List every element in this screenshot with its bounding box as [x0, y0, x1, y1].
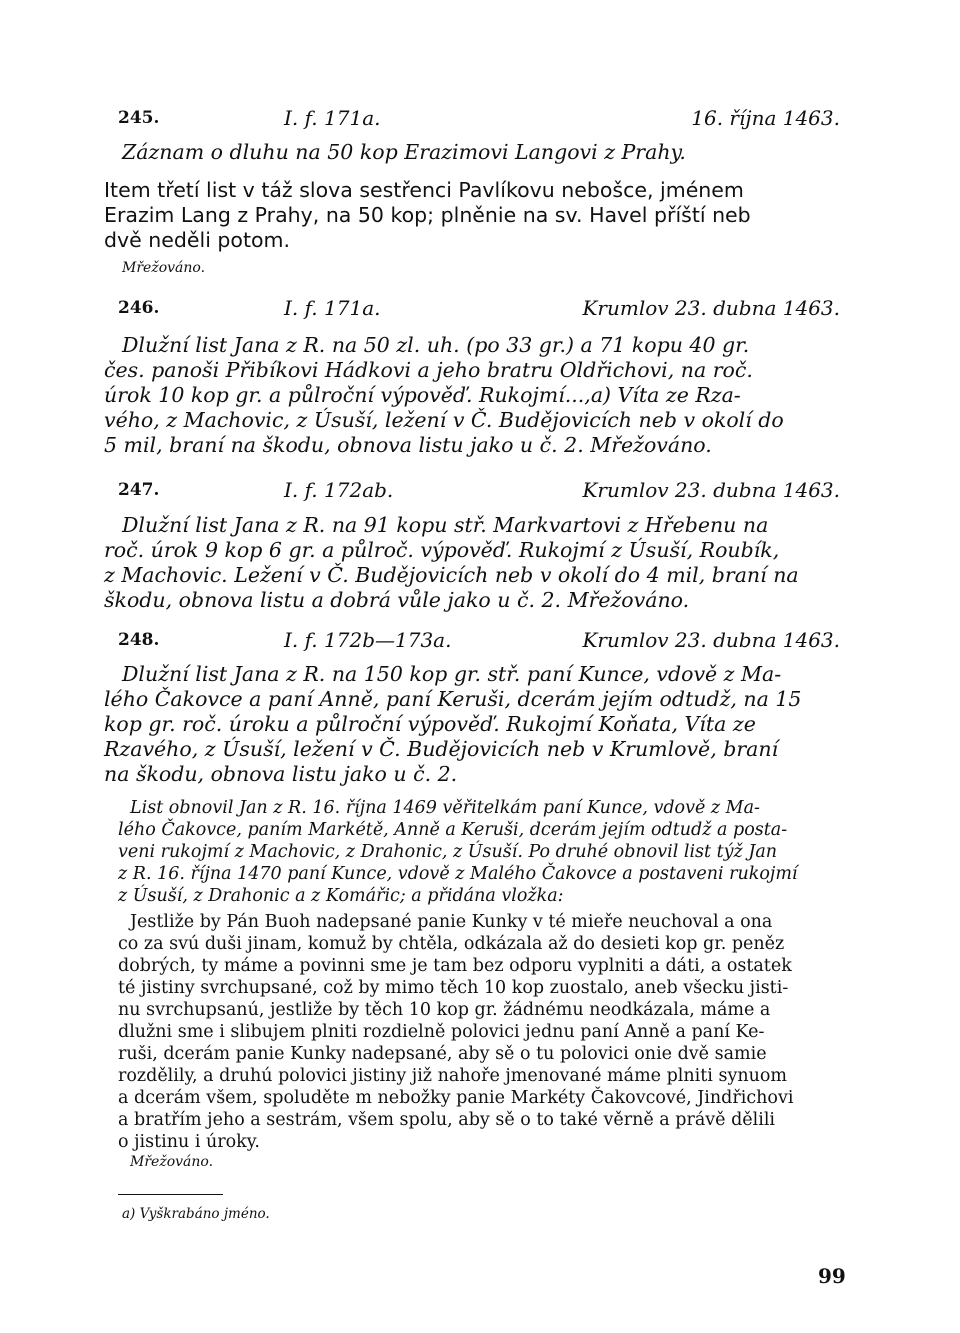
subnote-line: z R. 16. října 1470 paní Kunce, vdově z Malého Čakovce a postaveni rukojmí [118, 864, 798, 884]
insert-text-line: dobrých, ty máme a povinni sme je tam bez odporu vyplniti a dáti, a ostatek [118, 956, 792, 976]
page-number: 99 [818, 1264, 846, 1288]
insert-text-line: a bratřím jeho a sestrám, všem spolu, aby sě o to také věrně a právě dělili [118, 1110, 776, 1130]
entry-text-line: Item třetí list v táž slova sestřenci Pavlíkovu nebošce, jménem [104, 178, 744, 202]
subnote-line: z Úsuší, z Drahonic a z Komářic; a přidána vložka: [118, 886, 564, 906]
entry-text-line: Erazim Lang z Prahy, na 50 kop; plněnie na sv. Havel příští neb [104, 203, 751, 227]
entry-folio: I. f. 171a. [284, 296, 381, 320]
entry-summary-line: z Machovic. Ležení v Č. Budějovicích neb v okolí do 4 mil, braní na [104, 563, 799, 587]
entry-header [118, 628, 840, 654]
insert-text-line: o jistinu i úroky. [118, 1132, 260, 1152]
insert-text-line: dlužni sme i slibujem plniti rozdielně polovici jednu paní Anně a paní Ke- [118, 1022, 765, 1042]
insert-text-line: a dcerám všem, spoluděte m nebožky panie Markéty Čakovcové, Jindřichovi [118, 1088, 794, 1108]
entry-summary-line: škodu, obnova listu a dobrá vůle jako u č. 2. Mřežováno. [104, 588, 690, 612]
insert-text-line: ruši, dcerám panie Kunky nadepsané, aby sě o tu polovici onie dvě samie [118, 1044, 767, 1064]
entry-summary-line: vého, z Machovic, z Úsuší, ležení v Č. Budějovicích neb v okolí do [104, 408, 784, 432]
insert-text-line: Jestliže by Pán Buoh nadepsané panie Kunky v té mieře neuchoval a ona [130, 912, 773, 932]
insert-text-line: rozdělily, a druhú polovici jistiny již nahoře jmenované máme plniti synuom [118, 1066, 787, 1086]
insert-text-line: nu svrchupsanú, jestliže by těch 10 kop gr. žádnému neodkázala, máme a [118, 1000, 771, 1020]
subnote-line: List obnovil Jan z R. 16. října 1469 věřitelkám paní Kunce, vdově z Ma- [130, 798, 760, 818]
subnote-line: lého Čakovce, paním Markétě, Anně a Keruši, dcerám jejím odtudž a posta- [118, 820, 788, 840]
subnote-line: veni rukojmí z Machovic, z Drahonic, z Úsuší. Po druhé obnovil list týž Jan [118, 842, 778, 862]
entry-summary-line: na škodu, obnova listu jako u č. 2. [104, 762, 458, 786]
entry-note: Mřežováno. [130, 1154, 214, 1170]
insert-text-line: co za svú duši jinam, komuž by chtěla, odkázala až do desieti kop gr. peněz [118, 934, 785, 954]
entry-text-line: dvě neděli potom. [104, 228, 291, 252]
entry-summary-line: Rzavého, z Úsuší, ležení v Č. Budějovicích neb v Krumlově, braní [104, 737, 779, 761]
entry-number: 246. [118, 298, 160, 318]
entry-note: Mřežováno. [122, 260, 206, 276]
entry-header [118, 106, 840, 132]
footnote: a) Vyškrabáno jméno. [122, 1206, 270, 1222]
entry-date: 16. října 1463. [691, 106, 840, 130]
entry-date: Krumlov 23. dubna 1463. [582, 296, 840, 320]
entry-folio: I. f. 172b—173a. [284, 628, 452, 652]
insert-text-line: té jistiny svrchupsané, což by mimo těch 10 kop zuostalo, aneb všecku jisti- [118, 978, 789, 998]
entry-summary-line: čes. panoši Přibíkovi Hádkovi a jeho bratru Oldřichovi, na roč. [104, 358, 753, 382]
entry-summary-line: Dlužní list Jana z R. na 50 zl. uh. (po 33 gr.) a 71 kopu 40 gr. [122, 333, 750, 357]
entry-folio: I. f. 172ab. [284, 478, 394, 502]
entry-header [118, 296, 840, 322]
entry-date: Krumlov 23. dubna 1463. [582, 478, 840, 502]
entry-summary-line: roč. úrok 9 kop 6 gr. a půlroč. výpověď. Rukojmí z Úsuší, Roubík, [104, 538, 780, 562]
entry-summary-line: Dlužní list Jana z R. na 91 kopu stř. Markvartovi z Hřebenu na [122, 513, 769, 537]
footnote-rule [118, 1194, 223, 1195]
entry-number: 247. [118, 480, 160, 500]
entry-date: Krumlov 23. dubna 1463. [582, 628, 840, 652]
entry-summary-line: Dlužní list Jana z R. na 150 kop gr. stř. paní Kunce, vdově z Ma- [122, 662, 782, 686]
entry-summary-line: Záznam o dluhu na 50 kop Erazimovi Langovi z Prahy. [122, 140, 686, 164]
entry-summary-line: 5 mil, braní na škodu, obnova listu jako u č. 2. Mřežováno. [104, 433, 712, 457]
entry-header [118, 478, 840, 504]
entry-number: 245. [118, 108, 160, 128]
entry-number: 248. [118, 630, 160, 650]
entry-summary-line: lého Čakovce a paní Anně, paní Keruši, dcerám jejím odtudž, na 15 [104, 687, 802, 711]
entry-folio: I. f. 171a. [284, 106, 381, 130]
entry-summary-line: kop gr. roč. úroku a půlroční výpověď. Rukojmí Koňata, Víta ze [104, 712, 756, 736]
entry-summary-line: úrok 10 kop gr. a půlroční výpověď. Rukojmí...,a) Víta ze Rza- [104, 383, 741, 407]
